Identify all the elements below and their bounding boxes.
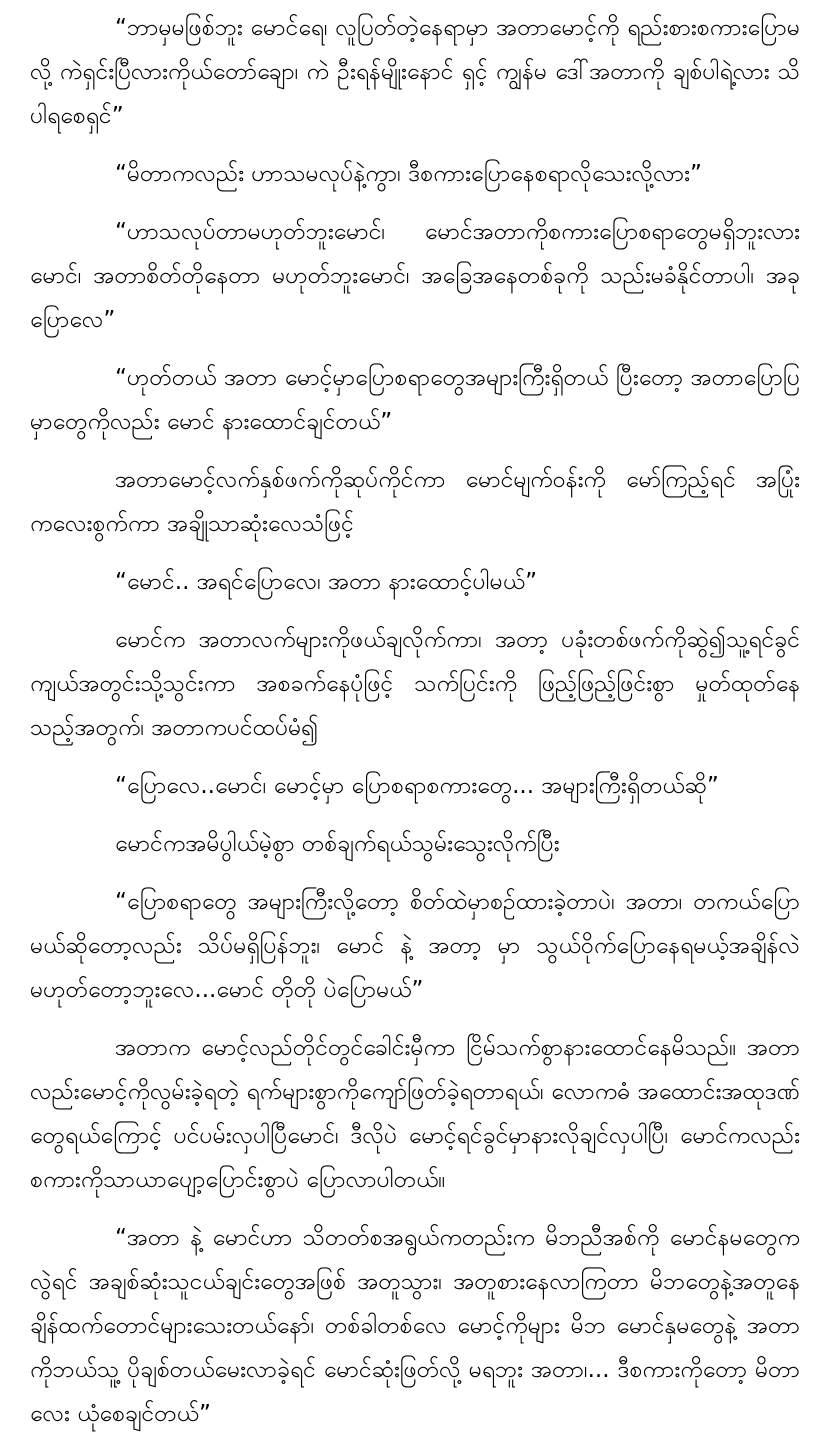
- body-text: [30, 6, 800, 1450]
- paragraph-4: “ဟုတ်တယ် အတာ မောင့်မှာပြောစရာတွေအများကြီးရှိတယ် ပြီးတော့ အတာပြောပြမှာတွေကိုလည်း မောင် နားထောင်ချင်တယ်”: [30, 365, 800, 435]
- paragraph-12: “အတာ နဲ့ မောင်ဟာ သိတတ်စအရွယ်ကတည်းက မိဘညီအစ်ကို မောင်နမတွေကလွဲရင် အချစ်ဆုံးသူငယ်ချင်းတွေအဖြစ် အတူသွား၊ အတူစားနေလာကြတာ မိဘတွေနဲ့အတူနေချိန်ထက်တောင်များသေးတယ်နော်၊ တစ်ခါတစ်လေ မောင့်ကိုများ မိဘ မောင်နှမတွေနဲ့ အတာကိုဘယ်သူ့ ပိုချစ်တယ်မေးလာခဲ့ရင် မောင်ဆုံးဖြတ်လို့ မရဘူး အတာ၊... ဒီစကားကိုတော့ မိတာလေး ယုံစေချင်တယ်”: [30, 1225, 800, 1427]
- paragraph-3: “ဟာသလုပ်တာမဟုတ်ဘူးမောင်၊ မောင်အတာကိုစကားပြောစရာတွေမရှိဘူးလားမောင်၊ အတာစိတ်တိုနေတာ မဟုတ်ဘူးမောင်၊ အခြေအနေတစ်ခုကို သည်းမခံနိုင်တာပါ၊ အခုပြောလေ”: [30, 219, 800, 333]
- paragraph-11: အတာက မောင့်လည်တိုင်တွင်ခေါင်းမှီကာ ငြိမ်သက်စွာနားထောင်နေမိသည်။ အတာလည်းမောင့်ကိုလွမ်းခဲ့ရတဲ့ ရက်များစွာကိုကျော်ဖြတ်ခဲ့ရတာရယ်၊ လောကဓံ အထောင်းအထုဒဏ်တွေရယ်ကြောင့် ပင်ပမ်းလှပါပြီမောင်၊ ဒီလိုပဲ မောင့်ရင်ခွင်မှာနားလိုချင်လှပါပြီ၊ မောင်ကလည်း စကားကိုသာယာပျော့ပြောင်းစွာပဲ ပြောလာပါတယ်။: [30, 1035, 800, 1193]
- paragraph-5: အတာမောင့်လက်နှစ်ဖက်ကိုဆုပ်ကိုင်ကာ မောင်မျက်ဝန်းကို မော်ကြည့်ရင် အပြုံးကလေးစွက်ကာ အချိုသာဆုံးလေသံဖြင့်: [30, 467, 800, 537]
- paragraph-6: “မောင်.. အရင်ပြောလေ၊ အတာ နားထောင့်ပါမယ်”: [115, 569, 538, 595]
- paragraph-7: မောင်က အတာလက်များကိုဖယ်ချလိုက်ကာ၊ အတာ့ ပခုံးတစ်ဖက်ကိုဆွဲ၍သူ့ရင်ခွင်ကျယ်အတွင်းသို့သွင်းကာ အစခက်နေပုံဖြင့် သက်ပြင်းကို ဖြည့်ဖြည့်ဖြင်းစွာ မှုတ်ထုတ်နေသည့်အတွက်၊ အတာကပင်ထပ်မံ၍: [30, 627, 800, 741]
- paragraph-10: “ပြောစရာတွေ အများကြီးလို့တော့ စိတ်ထဲမှာစဉ်ထားခဲ့တာပဲ၊ အတာ၊ တကယ်ပြောမယ်ဆိုတော့လည်း သိပ်မရှိပြန်ဘူး၊ မောင် နဲ့ အတာ့ မှာ သွယ်ဝိုက်ပြောနေရမယ့်အချိန်လဲမဟုတ်တော့ဘူးလေ...မောင် တိုတို ပဲပြောမယ်”: [30, 889, 800, 1003]
- paragraph-9: မောင်ကအမိပွါယ်မဲ့စွာ တစ်ချက်ရယ်သွမ်းသွေးလိုက်ပြီး: [115, 831, 560, 857]
- paragraph-8: “ပြောလေ..မောင်၊ မောင့်မှာ ပြောစရာစကားတွေ... အများကြီးရှိတယ်ဆို”: [115, 773, 719, 799]
- paragraph-2: “မိတာကလည်း ဟာသမလုပ်နဲ့ကွာ၊ ဒီစကားပြောနေစရာလိုသေးလို့လား”: [115, 161, 702, 187]
- paragraph-1: “ဘာမှမဖြစ်ဘူး မောင်ရေ၊ လူပြတ်တဲ့နေရာမှာ အတာမောင့်ကို ရည်းစားစကားပြောမလို့ ကဲရှင်းပြီလားကိုယ်တော်ချော၊ ကဲ ဦးရန်မျိုးနောင် ရှင့် ကျွန်မ ဒေါ်အတာကို ချစ်ပါရဲ့လား သိပါရစေရှင်”: [30, 15, 800, 129]
